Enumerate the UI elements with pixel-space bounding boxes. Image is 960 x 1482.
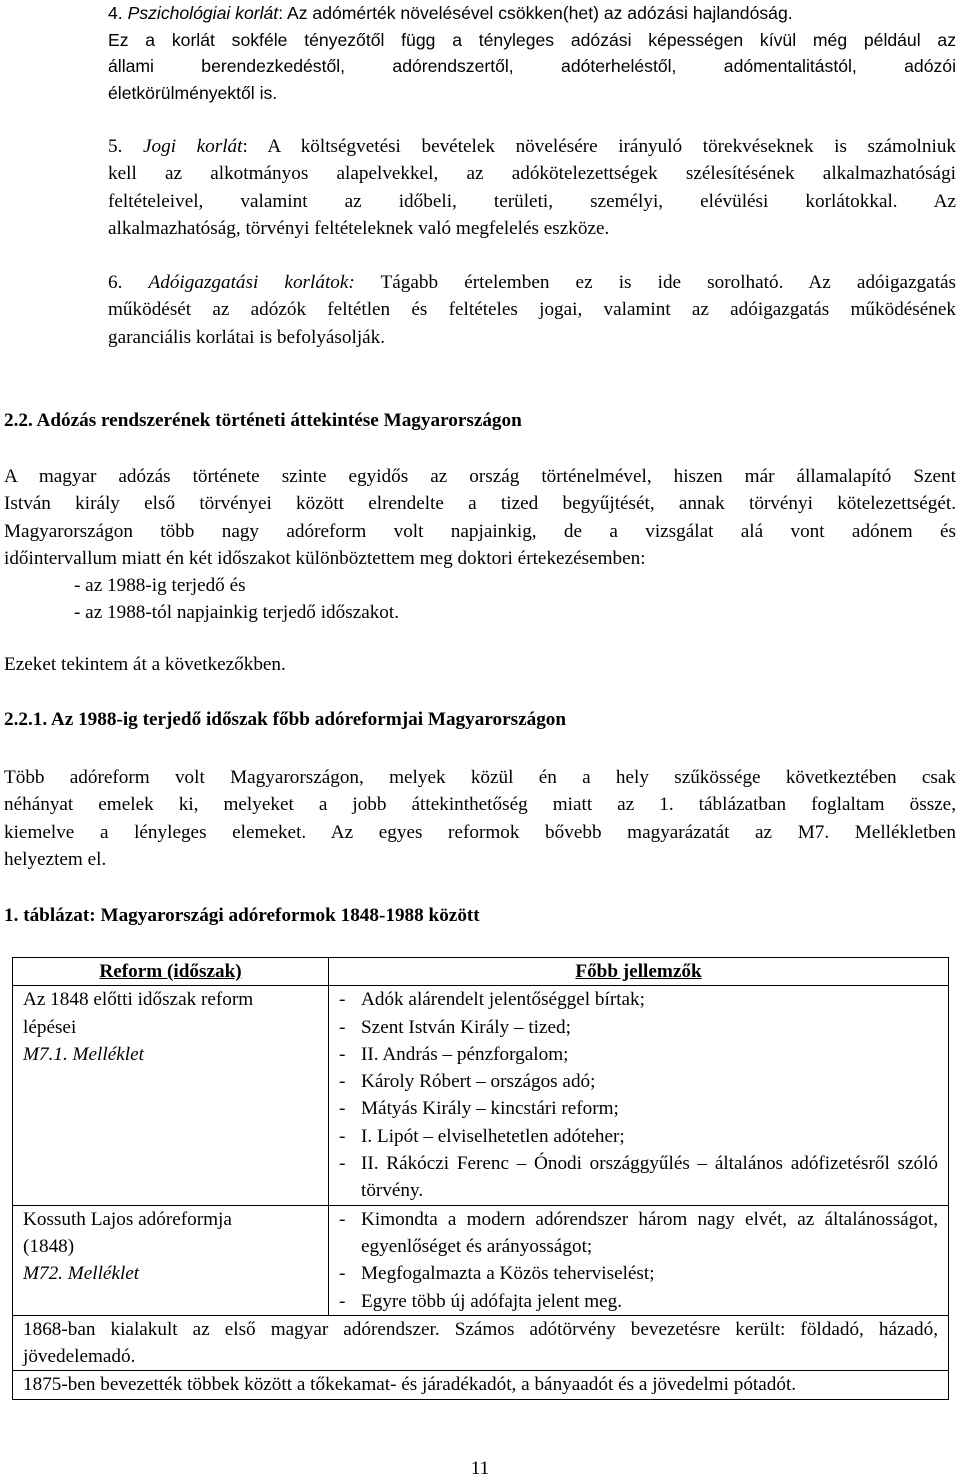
- item-5-line-2: kell az alkotmányos alapelvekkel, az adókötelezettségek szélesítésének alkalmazhatósági: [108, 163, 956, 185]
- item-5-title: Jogi korlát: [142, 136, 243, 157]
- page-number: 11: [470, 1458, 490, 1479]
- section-2-2-paragraph: [4, 463, 956, 627]
- appendix-reference: M7.1. Melléklet: [23, 1043, 144, 1065]
- item-4: [108, 0, 956, 106]
- table-row: [13, 986, 949, 1205]
- list-item: - Megfogalmazta a Közös teherviselést;: [339, 1263, 655, 1285]
- item-6-line-3: garanciális korlátai is befolyásolják.: [108, 326, 386, 348]
- paragraph-line: időintervallum miatt én két időszakot különböztettem meg doktori értekezésemben:: [4, 547, 646, 569]
- list-item: - az 1988-ig terjedő és: [74, 575, 246, 597]
- section-2-2-1-paragraph: [4, 764, 956, 873]
- table-cell-period: Az 1848 előtti időszak reform lépései M7.1. Melléklet: [13, 986, 329, 1205]
- table-row: [13, 1371, 949, 1399]
- appendix-reference: M72. Melléklet: [23, 1263, 140, 1285]
- table-row: [13, 1315, 949, 1371]
- item-4-line-2: Ez a korlát sokféle tényezőtől függ a tényleges adózási képességen kívül még például az: [108, 29, 956, 50]
- item-6-line-2: működését az adózók feltétlen és feltételes jogai, valamint az adóigazgatás működésének: [108, 299, 956, 321]
- item-6: [108, 269, 956, 351]
- reform-table: [12, 957, 949, 1400]
- list-item: - Károly Róbert – országos adó;: [339, 1071, 596, 1093]
- list-item: - Egyre több új adófajta jelent meg.: [339, 1290, 623, 1312]
- table-caption: 1. táblázat: Magyarországi adóreformok 1848-1988 között: [4, 905, 480, 926]
- table-cell-wide: 1868-ban kialakult az első magyar adórendszer. Számos adótörvény bevezetésre került: földadó, házadó, jövedelemadó.: [13, 1315, 949, 1371]
- paragraph-line: néhányat emelek ki, melyeket a jobb áttekinthetőség miatt az 1. táblázatban foglaltam össze,: [4, 794, 956, 816]
- item-6-title: Adóigazgatási korlátok:: [148, 272, 355, 293]
- list-item: - I. Lipót – elviselhetetlen adóteher;: [339, 1125, 625, 1147]
- paragraph-line: István király első törvényei között elrendelte a tized begyűjtését, annak törvényi kötelezettségét.: [4, 493, 956, 515]
- item-5-line-3: feltételeivel, valamint az időbeli, területi, személyi, elévülési korlátokkal. Az: [108, 190, 956, 212]
- table-cell-wide: 1875-ben bevezették többek között a tőkekamat- és járadékadót, a bányaadót és a jövedelmi pótadót.: [13, 1371, 949, 1399]
- list-item: - Kimondta a modern adórendszer három nagy elvét, az általánosságot, egyenlőséget és arányosságot;: [339, 1208, 938, 1257]
- table-header-row: [13, 958, 949, 986]
- paragraph-line: Több adóreform volt Magyarországon, melyek közül én a hely szűkössége következtében csak: [4, 767, 956, 788]
- table-cell-features: [329, 1205, 949, 1315]
- item-4-title: Pszichológiai korlát: [127, 3, 279, 23]
- section-heading-2-2: 2.2. Adózás rendszerének történeti áttekintése Magyarországon: [4, 410, 522, 431]
- paragraph-line: kiemelve a lényleges elemeket. Az egyes reformok bővebb magyarázatát az M7. Mellékletben: [4, 821, 956, 843]
- list-item: - Szent István Király – tized;: [339, 1016, 571, 1038]
- table-cell-period: Kossuth Lajos adóreformja (1848) M72. Melléklet: [13, 1205, 329, 1315]
- table-row: [13, 1205, 949, 1315]
- paragraph-line: helyeztem el.: [4, 848, 107, 870]
- section-2-2-closing: Ezeket tekintem át a következőkben.: [4, 654, 286, 675]
- item-4-line-3: állami berendezkedéstől, adórendszertől, adóterheléstől, adómentalitástól, adózói: [108, 56, 956, 76]
- item-5-line-4: alkalmazhatóság, törvényi feltételeknek való megfelelés eszköze.: [108, 217, 610, 239]
- table-header-cell: Reform (időszak): [13, 958, 329, 986]
- item-4-line-4: életkörülményektől is.: [108, 82, 278, 103]
- item-5-line-1: 5. Jogi korlát: A költségvetési bevételek növelésére irányuló törekvéseknek is számolniuk: [108, 136, 957, 157]
- paragraph-line: Magyarországon több nagy adóreform volt napjainkig, de a vizsgálat alá vont adónem és: [4, 520, 956, 542]
- table-header-cell: Főbb jellemzők: [329, 958, 949, 986]
- list-item: - II. András – pénzforgalom;: [339, 1043, 569, 1065]
- list-item: - Adók alárendelt jelentőséggel bírtak;: [339, 989, 645, 1011]
- paragraph-line: A magyar adózás története szinte egyidős az ország történelmével, hiszen már államalapító Szent: [4, 466, 956, 487]
- list-item: - II. Rákóczi Ferenc – Ónodi országgyűlés – általános adófizetésről szóló törvény.: [339, 1153, 938, 1202]
- list-item: - az 1988-tól napjainkig terjedő időszakot.: [74, 602, 400, 624]
- item-6-line-1: 6. Adóigazgatási korlátok: Tágabb értelemben ez is ide sorolható. Az adóigazgatás: [108, 272, 957, 293]
- section-heading-2-2-1: 2.2.1. Az 1988-ig terjedő időszak főbb adóreformjai Magyarországon: [4, 709, 567, 730]
- item-5: [108, 133, 956, 242]
- list-item: - Mátyás Király – kincstári reform;: [339, 1098, 619, 1120]
- table-cell-features: [329, 986, 949, 1205]
- item-4-line-1: 4. Pszichológiai korlát: Az adómérték növelésével csökken(het) az adózási hajlandóság.: [108, 3, 793, 23]
